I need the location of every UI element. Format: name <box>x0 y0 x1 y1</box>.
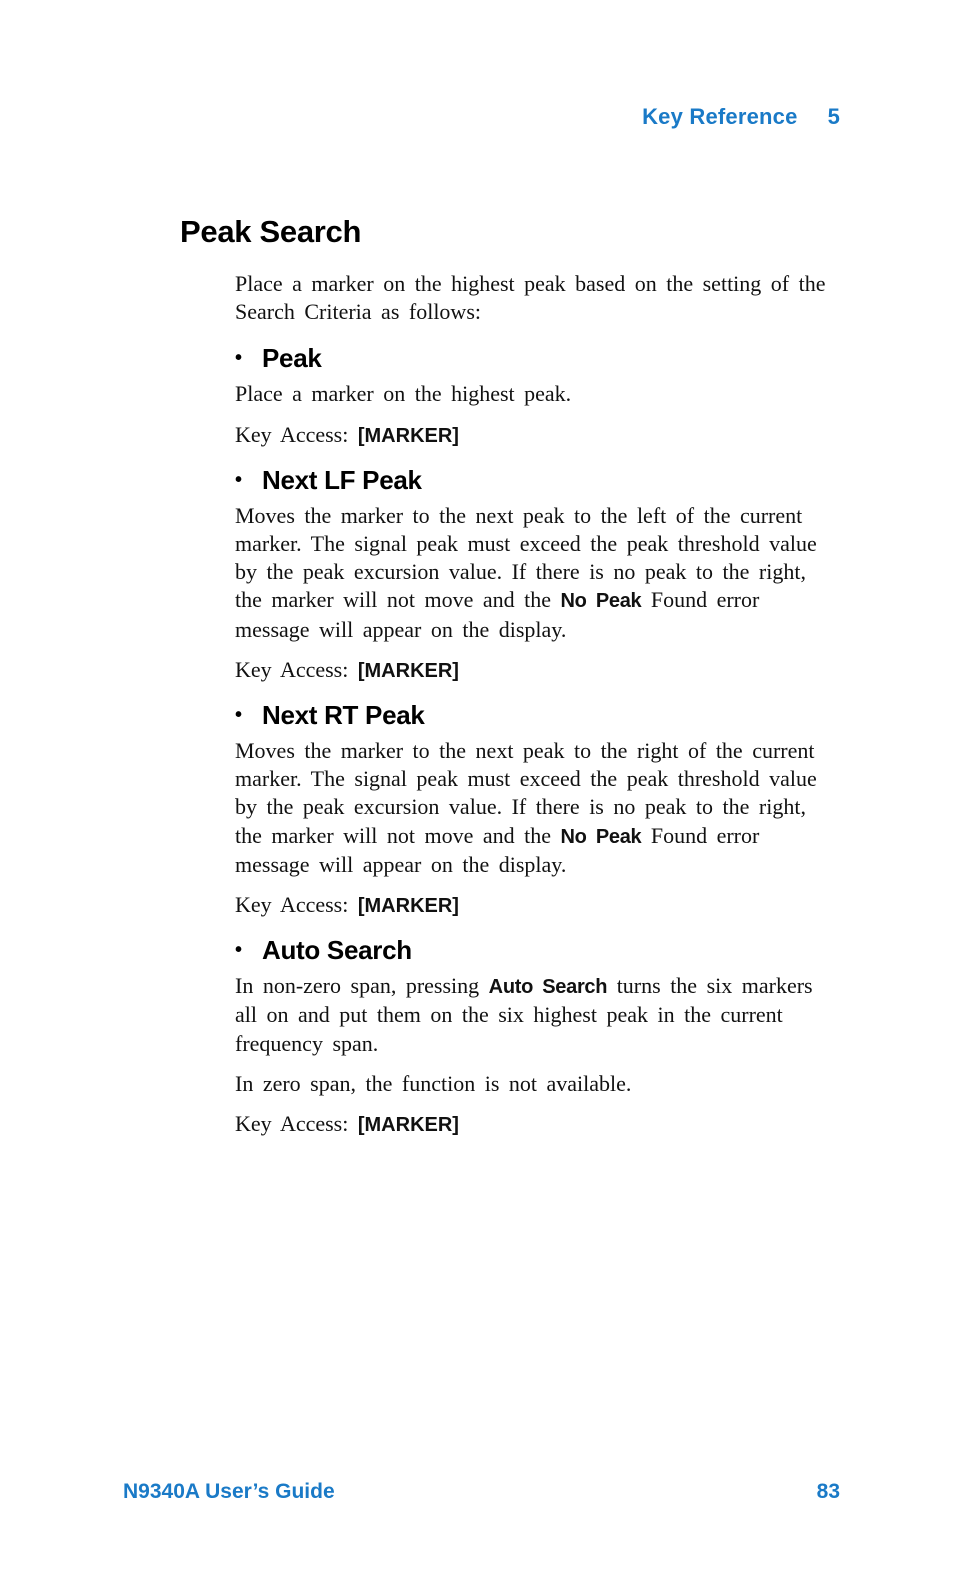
header-chapter-number: 5 <box>827 104 840 129</box>
key-access-label: Key Access: <box>235 421 349 447</box>
key-access-key: [MARKER] <box>357 424 459 447</box>
description-text: turns the six markers all on and put them on the six highest peak in the current frequency span. <box>235 973 813 1056</box>
bullet-heading-auto-search <box>235 934 835 966</box>
bullet-heading-label: Peak <box>262 343 322 374</box>
footer-page-number: 83 <box>816 1480 840 1503</box>
bullet-heading-label: Next LF Peak <box>262 464 422 495</box>
key-access-line <box>235 421 835 450</box>
description-text: In non-zero span, pressing <box>235 973 480 999</box>
bullet-dot: • <box>235 468 242 491</box>
next-lf-peak-description <box>235 502 835 644</box>
key-access-line <box>235 656 835 685</box>
description-text: Found error message will appear on the display. <box>235 587 760 642</box>
key-access-key: [MARKER] <box>357 1114 459 1137</box>
intro-paragraph: Place a marker on the highest peak based on the setting of the Search Criteria as follows: <box>235 271 826 325</box>
header-section: Key Reference <box>642 104 798 129</box>
key-access-key: [MARKER] <box>357 895 459 918</box>
bullet-dot: • <box>235 704 242 727</box>
softkey-name: No Peak <box>560 825 642 848</box>
bullet-heading-peak <box>235 342 835 374</box>
description-text: Found error message will appear on the display. <box>235 822 760 877</box>
bullet-dot: • <box>235 347 242 370</box>
key-access-label: Key Access: <box>235 656 349 682</box>
bullet-heading-next-rt-peak <box>235 699 835 731</box>
next-rt-peak-description <box>235 737 835 879</box>
key-access-key: [MARKER] <box>357 659 459 682</box>
key-access-line <box>235 1110 835 1139</box>
zero-span-note: In zero span, the function is not available. <box>235 1070 632 1096</box>
key-access-label: Key Access: <box>235 1111 349 1137</box>
softkey-name: No Peak <box>560 590 642 613</box>
running-footer <box>123 1480 840 1504</box>
running-header <box>642 104 840 130</box>
auto-search-description <box>235 972 835 1058</box>
footer-guide-title: N9340A User’s Guide <box>123 1480 335 1503</box>
key-access-label: Key Access: <box>235 892 349 918</box>
peak-description: Place a marker on the highest peak. <box>235 381 572 407</box>
description-text: Moves the marker to the next peak to the right of the current marker. The signal peak must exceed the peak threshold value by the peak excursion value. If there is no peak to the right, the marker will not move and the <box>235 738 817 848</box>
key-access-line <box>235 891 835 920</box>
bullet-heading-next-lf-peak <box>235 464 835 496</box>
bullet-heading-label: Next RT Peak <box>262 700 425 731</box>
bullet-heading-label: Auto Search <box>262 935 412 966</box>
softkey-name: Auto Search <box>488 976 608 999</box>
section-body <box>235 270 835 1139</box>
section-title: Peak Search <box>180 214 362 249</box>
bullet-dot: • <box>235 939 242 962</box>
description-text: Moves the marker to the next peak to the left of the current marker. The signal peak must exceed the peak threshold value by the peak excursion value. If there is no peak to the right, the marker will not move and the <box>235 502 817 613</box>
